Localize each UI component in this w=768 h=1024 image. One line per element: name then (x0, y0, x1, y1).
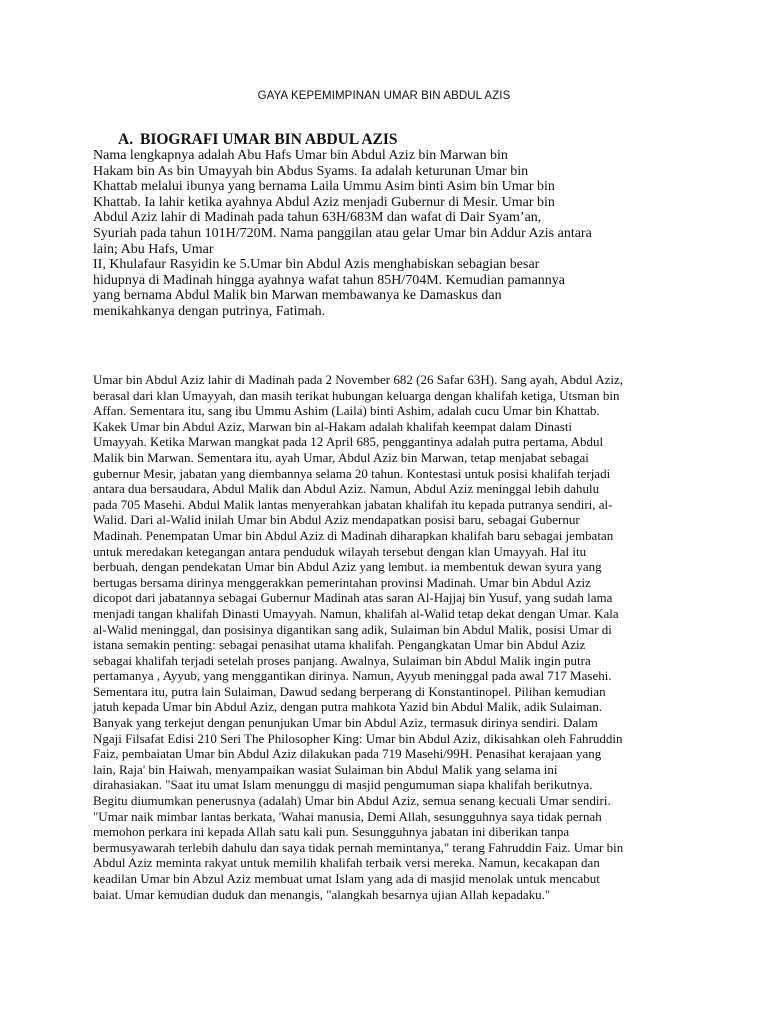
history-line: Begitu diumumkan penerusnya (adalah) Umar bin Abdul Aziz, semua senang kecuali Umar sendiri. (93, 793, 611, 809)
section-heading-text: BIOGRAFI UMAR BIN ABDUL AZIS (140, 131, 398, 148)
history-line: Faiz, pembaiatan Umar bin Abdul Aziz dilakukan pada 719 Masehi/99H. Penasihat kerajaan yang (93, 746, 602, 762)
history-line: Madinah. Penempatan Umar bin Abdul Aziz di Madinah diharapkan khalifah baru sebagai jembatan (93, 527, 614, 543)
history-line: pada 705 Masehi. Abdul Malik lantas menyerahkan jabatan khalifah itu kepada putranya sendiri, al- (93, 496, 613, 512)
biography-line: lain; Abu Hafs, Umar (93, 241, 214, 257)
history-line: pertamanya , Ayyub, yang menggantikan dirinya. Namun, Ayyub meninggal pada awal 717 Masehi. (93, 668, 612, 684)
history-line: Umayyah. Ketika Marwan mangkat pada 12 April 685, penggantinya adalah putra pertama, Abdul (93, 434, 604, 450)
history-line: menjadi tangan khalifah Dinasti Umayyah. Namun, khalifah al-Walid tetap dekat dengan Umar. Kala (93, 605, 619, 621)
history-line: Sementara itu, putra lain Sulaiman, Dawud sedang berperang di Konstantinopel. Pilihan kemudian (93, 683, 606, 699)
history-line: lain, Raja' bin Haiwah, menyampaikan wasiat Sulaiman bin Abdul Malik yang selama ini (93, 761, 558, 777)
biography-line: Syuriah pada tahun 101H/720M. Nama panggilan atau gelar Umar bin Addur Azis antara (93, 225, 592, 241)
biography-line: II, Khulafaur Rasyidin ke 5.Umar bin Abdul Azis menghabiskan sebagian besar (93, 257, 540, 273)
history-line: antara dua bersaudara, Abdul Malik dan Abdul Aziz. Namun, Abdul Aziz meninggal lebih dahulu (93, 481, 600, 497)
history-line: Walid. Dari al-Walid inilah Umar bin Abdul Aziz mendapatkan posisi baru, sebagai Gubernur (93, 512, 580, 528)
history-line: jatuh kepada Umar bin Abdul Aziz, dengan putra mahkota Yazid bin Abdul Malik, adik Sulaiman. (93, 699, 603, 715)
section-marker: A. (118, 131, 134, 148)
history-line: keadilan Umar bin Abzul Aziz membuat umat Islam yang ada di masjid menolak untuk mencabut (93, 871, 600, 886)
history-line: baiat. Umar kemudian duduk dan menangis, "alangkah besarnya ujian Allah kepadaku." (93, 886, 551, 902)
biography-line: hidupnya di Madinah hingga ayahnya wafat tahun 85H/704M. Kemudian pamannya (93, 272, 565, 288)
history-line: Ngaji Filsafat Edisi 210 Seri The Philosopher King: Umar bin Abdul Aziz, dikisahkan oleh Fahruddin (93, 730, 623, 746)
history-line: Affan. Sementara itu, sang ibu Ummu Ashim (Laila) binti Ashim, adalah cucu Umar bin Khattab. (93, 403, 600, 419)
biography-line: Khattab melalui ibunya yang bernama Laila Ummu Asim binti Asim bin Umar bin (93, 179, 555, 195)
biography-line: Hakam bin As bin Umayyah bin Abdus Syams. Ia adalah keturunan Umar bin (93, 163, 529, 179)
history-paragraph (93, 372, 683, 902)
biography-line: Nama lengkapnya adalah Abu Hafs Umar bin Abdul Aziz bin Marwan bin (93, 148, 508, 163)
biography-line: Khattab. Ia lahir ketika ayahnya Abdul Aziz menjadi Gubernur di Mesir. Umar bin (93, 194, 555, 210)
history-line: Banyak yang terkejut dengan penunjukan Umar bin Abdul Aziz, termasuk dirinya sendiri. Dalam (93, 715, 598, 731)
biography-line: Abdul Aziz lahir di Madinah pada tahun 63H/683M dan wafat di Dair Syam’an, (93, 210, 542, 226)
history-line: dirahasiakan. "Saat itu umat Islam menunggu di masjid pengumuman siapa khalifah berikutnya. (93, 777, 593, 793)
history-line: gubernur Mesir, jabatan yang diembannya selama 20 tahun. Kontestasi untuk posisi khalifah terjadi (93, 465, 611, 481)
history-line: memohon perkara ini kepada Allah satu kali pun. Sesungguhnya jabatan ini diberikan tanpa (93, 824, 570, 840)
history-line: Umar bin Abdul Aziz lahir di Madinah pada 2 November 682 (26 Safar 63H). Sang ayah, Abdul Aziz, (93, 372, 623, 387)
history-line: berbuah, dengan pendekatan Umar bin Abdul Aziz yang lembut. ia membentuk dewan syura yang (93, 559, 602, 575)
history-line: al-Walid meninggal, dan posisinya digantikan sang adik, Sulaiman bin Abdul Malik, posisi Umar di (93, 621, 612, 637)
document-title: GAYA KEPEMIMPINAN UMAR BIN ABDUL AZIS (257, 90, 511, 102)
history-line: istana semakin penting: sebagai penasihat utama khalifah. Pengangkatan Umar bin Abdul Aziz (93, 637, 586, 653)
history-line: berasal dari klan Umayyah, dan masih terikat hubungan keluarga dengan khalifah ketiga, Utsman bin (93, 387, 620, 403)
biography-paragraph (93, 148, 653, 320)
biography-line: menikahkanya dengan putrinya, Fatimah. (93, 303, 326, 319)
history-line: untuk meredakan ketegangan antara penduduk wilayah tersebut dengan klan Umayyah. Hal itu (93, 543, 587, 559)
history-line: sebagai khalifah terjadi setelah proses panjang. Awalnya, Sulaiman bin Abdul Malik ingin putra (93, 652, 591, 668)
history-line: dicopot dari jabatannya sebagai Gubernur Madinah atas saran Al-Hajjaj bin Yusuf, yang sudah lama (93, 590, 613, 606)
section-heading (118, 131, 398, 149)
history-line: Kakek Umar bin Abdul Aziz, Marwan bin al-Hakam adalah khalifah keempat dalam Dinasti (93, 418, 573, 434)
history-line: bermusyawarah terlebih dahulu dan saya tidak pernah memintanya," terang Fahruddin Faiz. Umar bin (93, 839, 624, 855)
history-line: Abdul Aziz meminta rakyat untuk memilih khalifah terbaik versi mereka. Namun, kecakapan dan (93, 855, 600, 871)
biography-line: yang bernama Abdul Malik bin Marwan membawanya ke Damaskus dan (93, 288, 502, 304)
history-line: "Umar naik mimbar lantas berkata, 'Wahai manusia, Demi Allah, sesungguhnya saya tidak pernah (93, 808, 602, 824)
history-line: bertugas bersama dirinya menggerakkan pemerintahan provinsi Madinah. Umar bin Abdul Aziz (93, 574, 591, 590)
history-line: Malik bin Marwan. Sementara itu, ayah Umar, Abdul Aziz bin Marwan, tetap menjabat sebagai (93, 449, 589, 465)
